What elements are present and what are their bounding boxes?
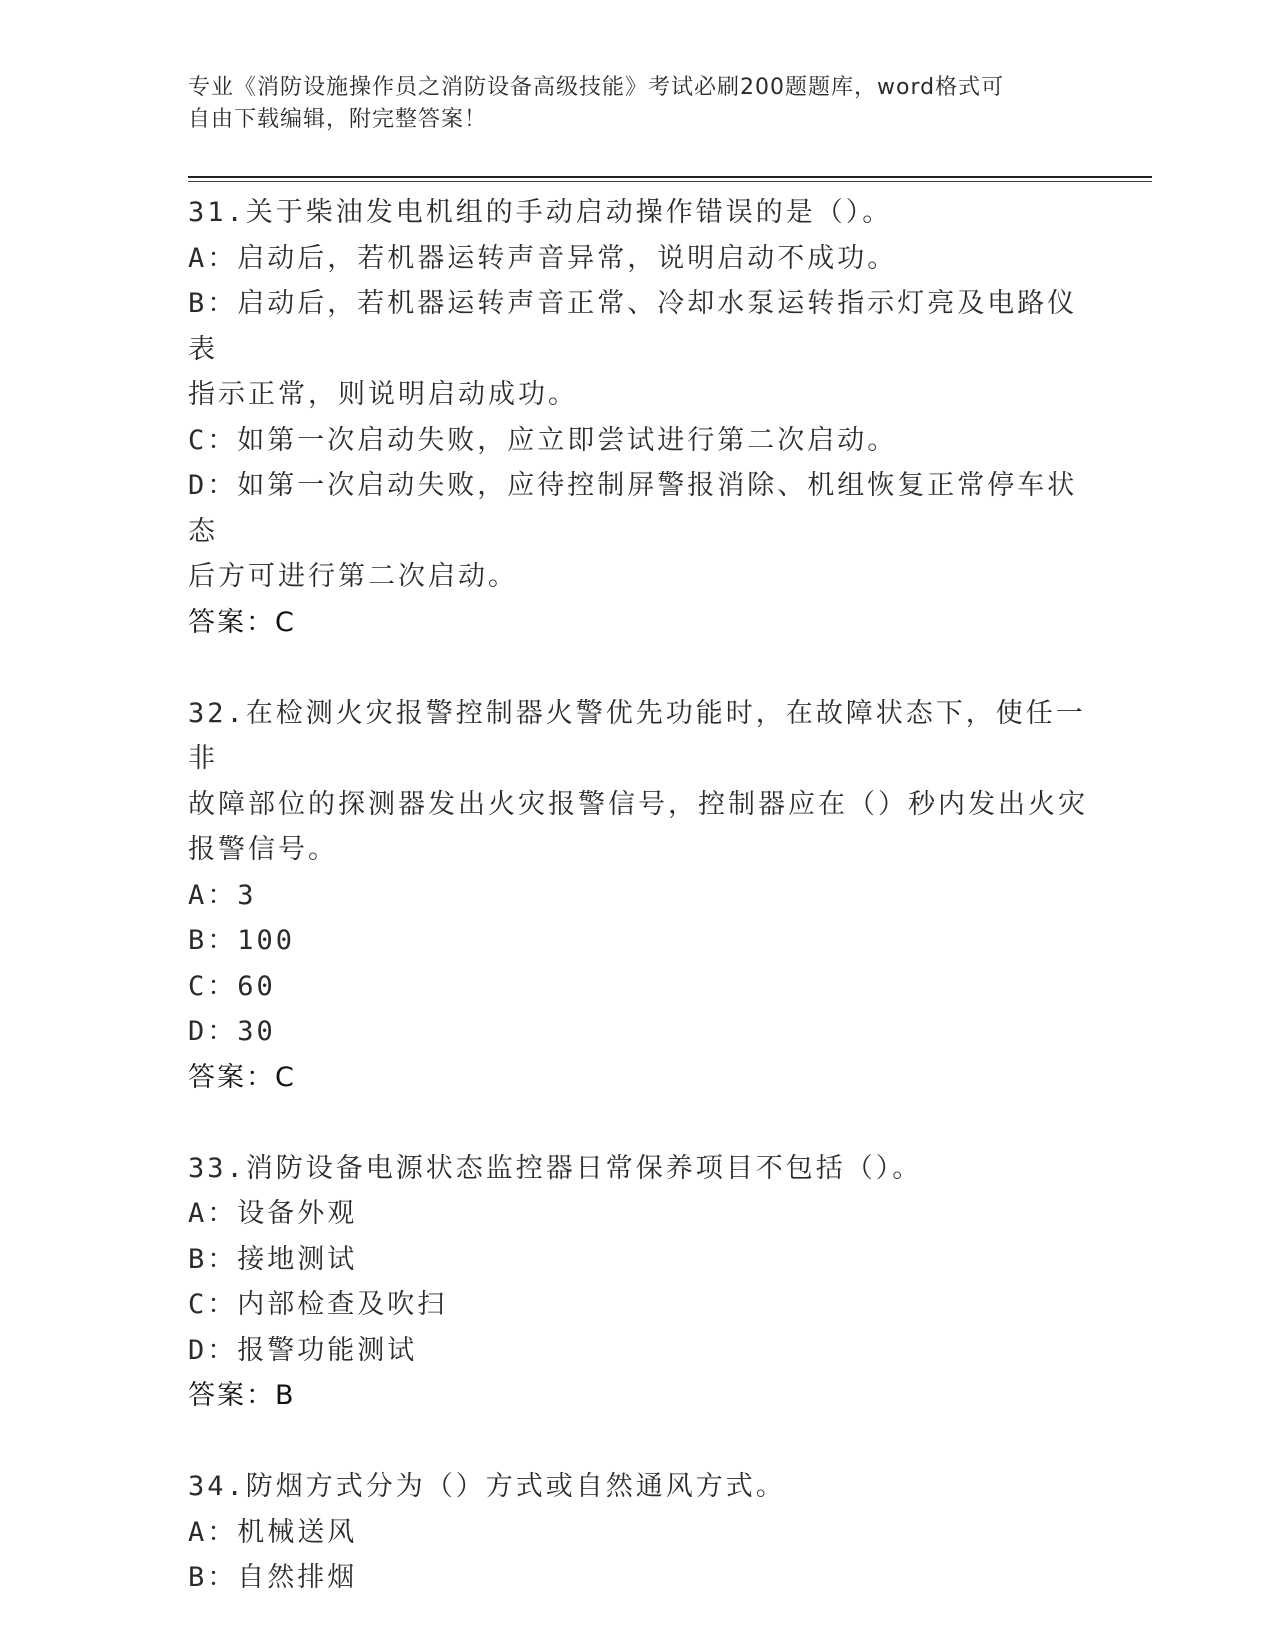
option-d: D：报警功能测试 (188, 1334, 418, 1366)
option-c: C：内部检查及吹扫 (188, 1289, 448, 1320)
answer: 答案：C (188, 1061, 296, 1093)
spacer (188, 645, 1088, 691)
option-b: B：启动后，若机器运转声音正常、冷却水泵运转指示灯亮及电路仪表 (188, 288, 1078, 365)
document-header (188, 72, 1068, 136)
question-stem-continued: 故障部位的探测器发出火灾报警信号，控制器应在（）秒内发出火灾 (188, 788, 1088, 820)
option-b: B：接地测试 (188, 1243, 358, 1275)
question-31 (188, 190, 1088, 645)
spacer (188, 1419, 1088, 1465)
answer: 答案：B (188, 1380, 296, 1411)
question-32 (188, 691, 1088, 1101)
header-line-2: 自由下载编辑，附完整答案！ (188, 107, 488, 132)
question-stem: 33.消防设备电源状态监控器日常保养项目不包括（）。 (188, 1152, 923, 1184)
spacer (188, 1100, 1088, 1146)
question-stem: 32.在检测火灾报警控制器火警优先功能时，在故障状态下，使任一非 (188, 697, 1086, 774)
question-33 (188, 1146, 1088, 1419)
header-divider-thick (188, 176, 1152, 178)
option-c: C：60 (188, 970, 276, 1002)
option-b-continued: 指示正常，则说明启动成功。 (188, 379, 578, 410)
option-d-continued: 后方可进行第二次启动。 (188, 561, 518, 592)
option-c: C：如第一次启动失败，应立即尝试进行第二次启动。 (188, 424, 898, 456)
option-b: B：100 (188, 925, 296, 956)
option-b: B：自然排烟 (188, 1562, 358, 1593)
question-stem-continued: 报警信号。 (188, 834, 338, 865)
question-stem: 34.防烟方式分为（）方式或自然通风方式。 (188, 1471, 786, 1502)
question-list (188, 190, 1088, 1601)
header-line-1: 专业《消防设施操作员之消防设备高级技能》考试必刷200题题库，word格式可 (188, 75, 1005, 100)
option-d: D：30 (188, 1016, 276, 1047)
option-a: A：机械送风 (188, 1516, 358, 1548)
option-d: D：如第一次启动失败，应待控制屏警报消除、机组恢复正常停车状态 (188, 470, 1078, 547)
header-divider-thin (188, 181, 1152, 182)
question-stem: 31.关于柴油发电机组的手动启动操作错误的是（）。 (188, 197, 893, 228)
option-a: A：3 (188, 879, 257, 911)
option-a: A：启动后，若机器运转声音异常，说明启动不成功。 (188, 242, 898, 274)
question-34 (188, 1464, 1088, 1601)
answer: 答案：C (188, 606, 296, 638)
option-a: A：设备外观 (188, 1198, 358, 1229)
